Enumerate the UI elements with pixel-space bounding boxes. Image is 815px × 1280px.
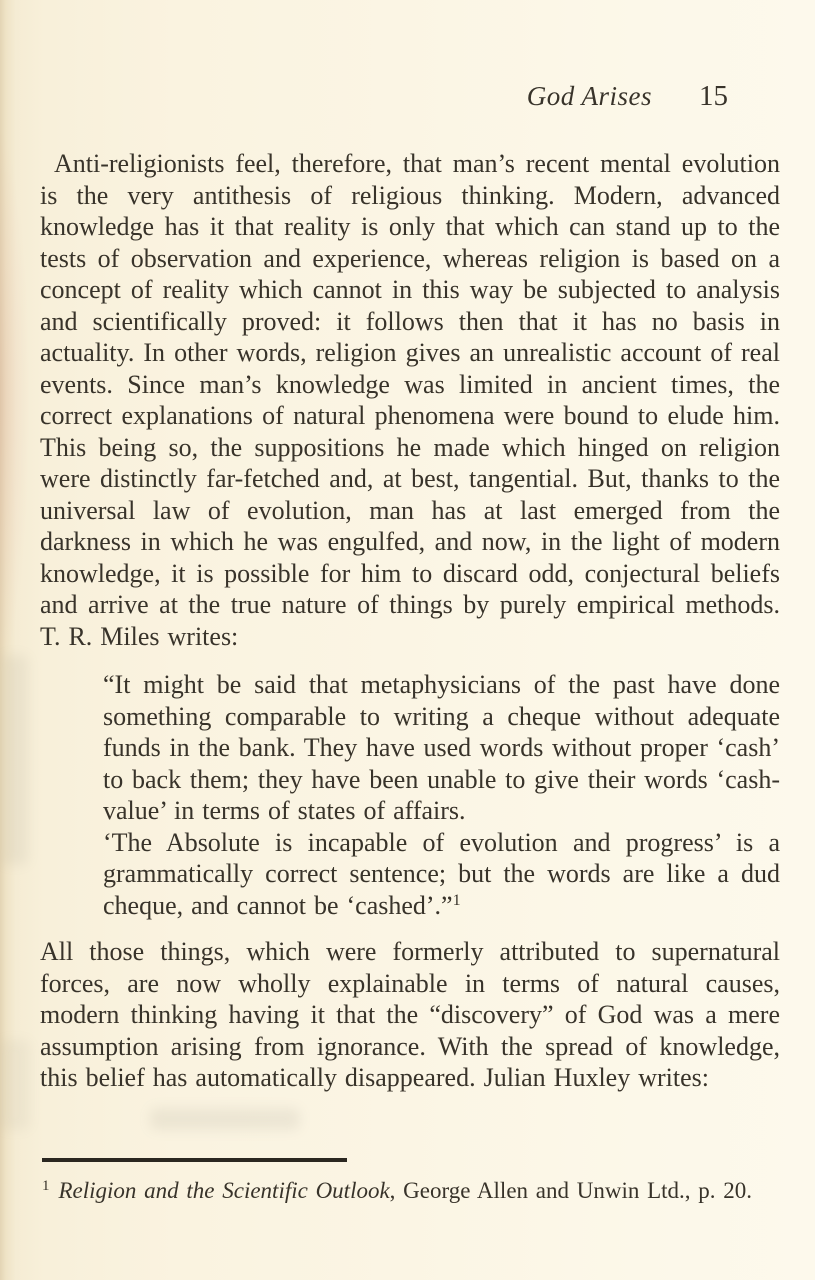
- page-header: [0, 80, 728, 113]
- page-number: 15: [699, 80, 728, 112]
- footnote: [42, 1172, 782, 1205]
- footnote-rule: [42, 1158, 347, 1162]
- text-block: [40, 148, 780, 1094]
- paragraph-anti-religionists: Anti-religionists feel, therefore, that man’s recent mental evolution is the very antithesis of religious thinking. Modern, advanced knowledge has it that reality is only that which can stand up to the tests of observation and experience, whereas religion is based on a concept of reality which cannot in this way be subjected to analysis and scientifically proved: it follows then that it has no basis in actuality. In other words, religion gives an unrealistic account of real events. Since man’s knowledge was limited in ancient times, the correct explanations of natural phenomena were bound to elude him. This being so, the suppositions he made which hinged on religion were distinctly far-fetched and, at best, tangential. But, thanks to the universal law of evolution, man has at last emerged from the darkness in which he was engulfed, and now, in the light of modern knowledge, it is possible for him to discard odd, conjectural beliefs and arrive at the true nature of things by purely empirical methods. T. R. Miles writes:: [40, 149, 780, 651]
- footnote-area: [42, 1158, 782, 1205]
- footnote-reference: 1: [452, 891, 461, 909]
- footnote-marker: 1: [42, 1178, 50, 1194]
- footnote-source-title: Religion and the Scientific Outlook: [58, 1178, 390, 1203]
- footnote-source-detail: , George Allen and Unwin Ltd., p. 20.: [389, 1178, 753, 1203]
- page-bleed-through-mark: [0, 1040, 30, 1130]
- page-bleed-through-mark: [150, 1108, 300, 1130]
- quote-paragraph-2-text: ‘The Absolute is incapable of evolution and progress’ is a grammatically correct sentence; but the words are like a dud cheque, and cannot be ‘cashed’.”: [103, 827, 780, 920]
- running-title: God Arises: [526, 81, 652, 111]
- page-bleed-through-mark: [2, 655, 28, 865]
- paragraph-all-those-things: All those things, which were formerly attributed to supernatural forces, are now wholly explainable in terms of natural causes, modern thinking having it that the “discovery” of God was a mere assumption arising from ignorance. With the spread of knowledge, this belief has automatically disappeared. Julian Huxley writes:: [40, 937, 780, 1092]
- quote-paragraph-2: [103, 827, 780, 922]
- blockquote-miles: [103, 669, 780, 921]
- quote-paragraph-1: “It might be said that metaphysicians of the past have done something comparable to writing a cheque without adequate funds in the bank. They have used words without proper ‘cash’ to back them; they have been unable to give their words ‘cash-value’ in terms of states of affairs.: [103, 670, 780, 825]
